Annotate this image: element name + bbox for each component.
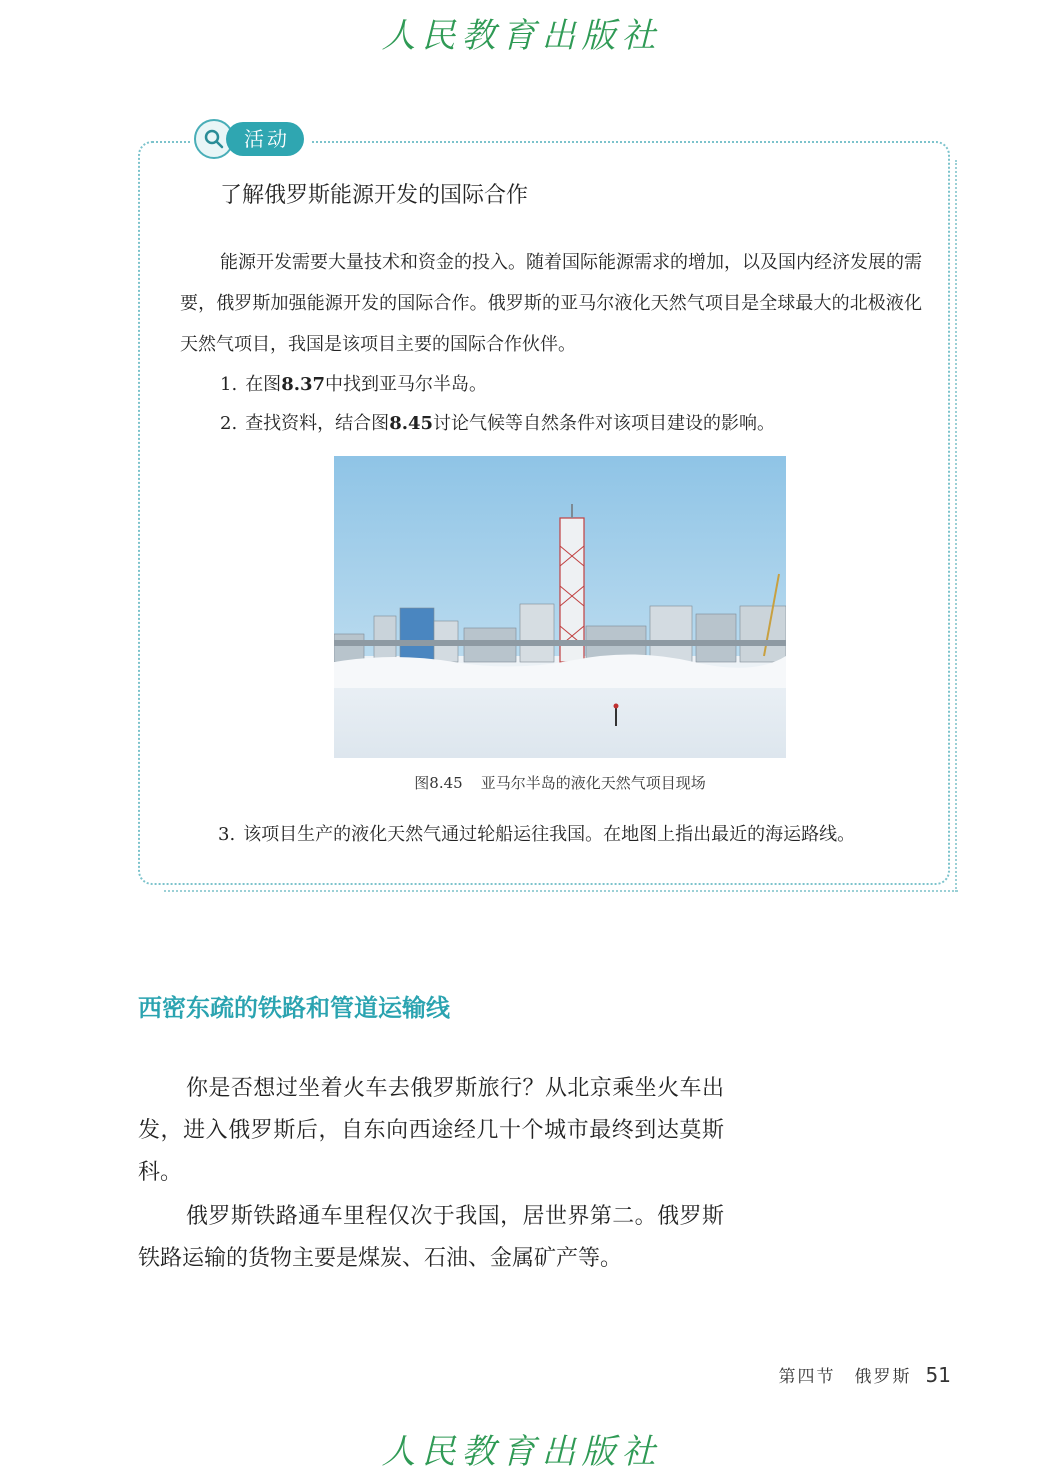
item-text-pre: 在图 <box>245 374 282 395</box>
activity-item-1 <box>220 370 487 396</box>
item-number: 2. <box>220 413 238 434</box>
activity-box-shadow-bottom <box>164 890 958 894</box>
item-text-post: 中找到亚马尔半岛。 <box>325 374 488 395</box>
chapter-label: 第四节 俄罗斯 <box>778 1367 912 1387</box>
activity-title: 了解俄罗斯能源开发的国际合作 <box>220 183 529 208</box>
item-number: 1. <box>220 374 238 395</box>
section-title: 西密东疏的铁路和管道运输线 <box>138 993 450 1022</box>
activity-badge <box>190 116 312 162</box>
publisher-watermark-top: 人民教育出版社 <box>381 16 662 56</box>
figure-caption <box>334 772 786 793</box>
item-text: 该项目生产的液化天然气通过轮船运往我国。在地图上指出最近的海运路线。 <box>243 824 856 845</box>
item-text-post: 讨论气候等自然条件对该项目建设的影响。 <box>433 413 776 434</box>
body-paragraph-2: 俄罗斯铁路通车里程仅次于我国，居世界第二。俄罗斯铁路运输的货物主要是煤炭、石油、金属矿产等。 <box>138 1204 724 1271</box>
page-footer <box>779 1362 951 1387</box>
activity-label: 活动 <box>226 122 304 156</box>
figure-ref: 8.37 <box>281 374 326 395</box>
activity-item-2 <box>220 409 775 435</box>
publisher-watermark-bottom: 人民教育出版社 <box>381 1432 662 1472</box>
activity-box-shadow-right <box>955 160 959 892</box>
figure-number: 图8.45 <box>414 774 463 792</box>
activity-item-3 <box>218 820 855 846</box>
item-text-pre: 查找资料，结合图 <box>245 413 390 434</box>
figure-ref: 8.45 <box>389 413 434 434</box>
activity-intro: 能源开发需要大量技术和资金的投入。随着国际能源需求的增加，以及国内经济发展的需要，俄罗斯加强能源开发的国际合作。俄罗斯的亚马尔液化天然气项目是全球最大的北极液化天然气项目，我国是该项目主要的国际合作伙伴。 <box>180 252 922 355</box>
lng-site-photo <box>334 456 786 758</box>
figure-caption-text: 亚马尔半岛的液化天然气项目现场 <box>480 774 706 792</box>
body-paragraph-1: 你是否想过坐着火车去俄罗斯旅行？从北京乘坐火车出发，进入俄罗斯后，自东向西途经几十个城市最终到达莫斯科。 <box>138 1076 724 1185</box>
page-number: 51 <box>925 1363 951 1387</box>
item-number: 3. <box>218 824 236 845</box>
